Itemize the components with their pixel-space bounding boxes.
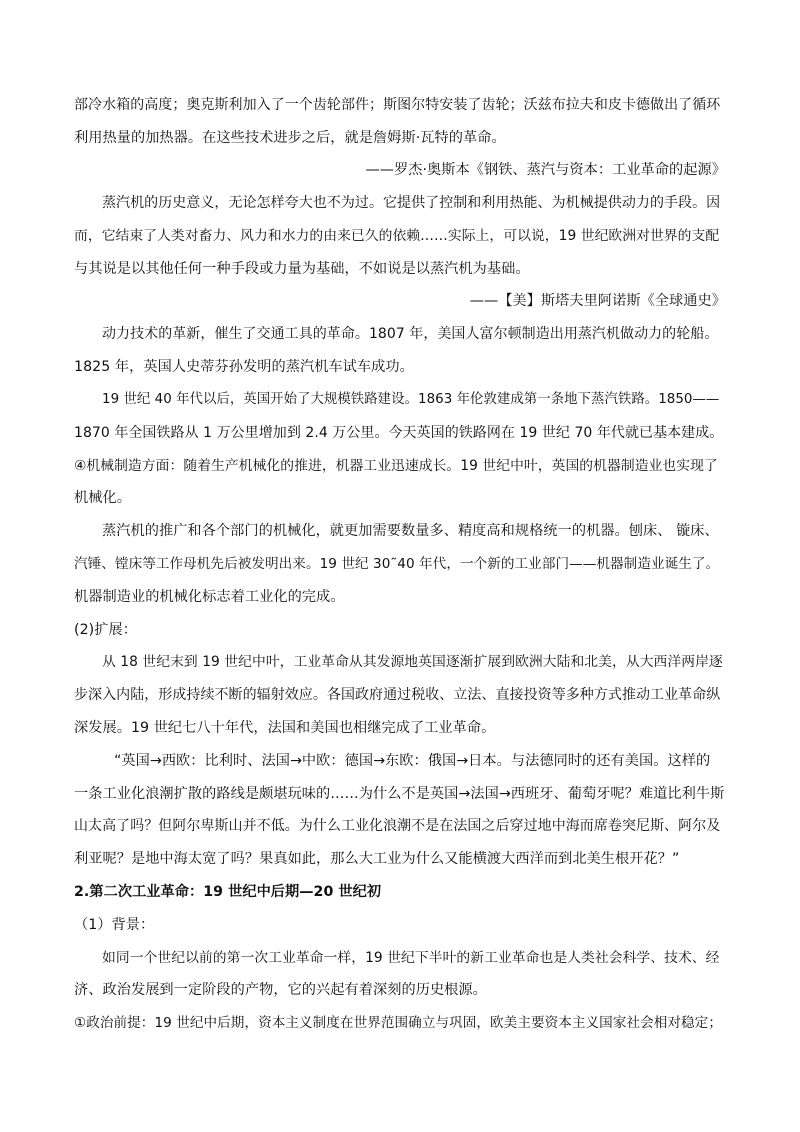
quote-line: 一条工业化浪潮扩散的路线是颇堪玩味的……为什么不是英国→法国→西班牙、葡萄牙呢？难道比利牛斯 <box>74 786 725 802</box>
body-line: 与其说是以其他任何一种手段或力量为基础，不如说是以蒸汽机为基础。 <box>74 261 530 277</box>
section-heading: 2.第二次工业革命：19 世纪中后期—20 世纪初 <box>74 884 382 900</box>
body-line: 利用热量的加热器。在这些技术进步之后，就是詹姆斯·瓦特的革命。 <box>74 130 506 146</box>
body-line: 步深入内陆，形成持续不断的辐射效应。各国政府通过税收、立法、直接投资等多种方式推动工业革命纵 <box>74 687 721 703</box>
body-line: 汽锤、镗床等工作母机先后被发明出来。19 世纪 30˜40 年代，一个新的工业部门——机器制造业诞生了。 <box>74 556 720 572</box>
citation: ——【美】斯塔夫里阿诺斯《全球通史》 <box>469 293 726 309</box>
body-line: ④机械制造方面：随着生产机械化的推进，机器工业迅速成长。19 世纪中叶，英国的机器制造业也实现了 <box>74 458 718 474</box>
body-line: 动力技术的革新，催生了交通工具的革命。1807 年，美国人富尔顿制造出用蒸汽机做动力的轮船。 <box>102 326 719 342</box>
body-line: 部冷水箱的高度；奥克斯利加入了一个齿轮部件；斯图尔特安装了齿轮；沃兹布拉夫和皮卡德做出了循环 <box>74 97 721 113</box>
subheading: （1）背景： <box>74 917 155 933</box>
body-line: 1825 年，英国人史蒂芬孙发明的蒸汽机车试车成功。 <box>74 359 414 375</box>
body-line: ①政治前提：19 世纪中后期，资本主义制度在世界范围确立与巩固，欧美主要资本主义国家社会相对稳定； <box>74 1015 722 1031</box>
body-line: 19 世纪 40 年代以后，英国开始了大规模铁路建设。1863 年伦敦建成第一条地下蒸汽铁路。1850—— <box>102 392 720 407</box>
body-line: 蒸汽机的历史意义，无论怎样夸大也不为过。它提供了控制和利用热能、为机械提供动力的手段。因 <box>102 195 721 211</box>
body-line: 机械化。 <box>74 490 131 506</box>
subheading: (2)扩展： <box>74 622 137 638</box>
body-line: 蒸汽机的推广和各个部门的机械化，就更加需要数量多、精度高和规格统一的机器。刨床、 镟床、 <box>102 523 719 539</box>
body-line: 机器制造业的机械化标志着工业化的完成。 <box>74 589 345 605</box>
body-line: 济、政治发展到一定阶段的产物，它的兴起有着深刻的历史根源。 <box>74 982 487 998</box>
quote-line: 山太高了吗？但阿尔卑斯山并不低。为什么工业化浪潮不是在法国之后穿过地中海而席卷突尼斯、阿尔及 <box>74 818 721 834</box>
body-line: 1870 年全国铁路从 1 万公里增加到 2.4 万公里。今天英国的铁路网在 19 世纪 70 年代就已基本建成。 <box>74 425 724 441</box>
body-line: 如同一个世纪以前的第一次工业革命一样，19 世纪下半叶的新工业革命也是人类社会科学、技术、经 <box>102 950 720 966</box>
body-line: 而，它结束了人类对畜力、风力和水力的由来已久的依赖……实际上，可以说，19 世纪欧洲对世界的支配 <box>74 228 720 244</box>
quote-line: “英国→西欧：比利时、法国→中欧：德国→东欧：俄国→日本。与法德同时的还有美国。这样的 <box>114 753 711 769</box>
quote-line: 利亚呢？是地中海太宽了吗？果真如此，那么大工业为什么又能横渡大西洋而到北美生根开花？” <box>74 851 680 867</box>
body-line: 从 18 世纪末到 19 世纪中叶，工业革命从其发源地英国逐渐扩展到欧洲大陆和北美，从大西洋两岸逐 <box>102 654 723 670</box>
body-line: 深发展。19 世纪七八十年代，法国和美国也相继完成了工业革命。 <box>74 720 496 736</box>
citation: ——罗杰·奥斯本《钢铁、蒸汽与资本：工业革命的起源》 <box>365 162 726 178</box>
